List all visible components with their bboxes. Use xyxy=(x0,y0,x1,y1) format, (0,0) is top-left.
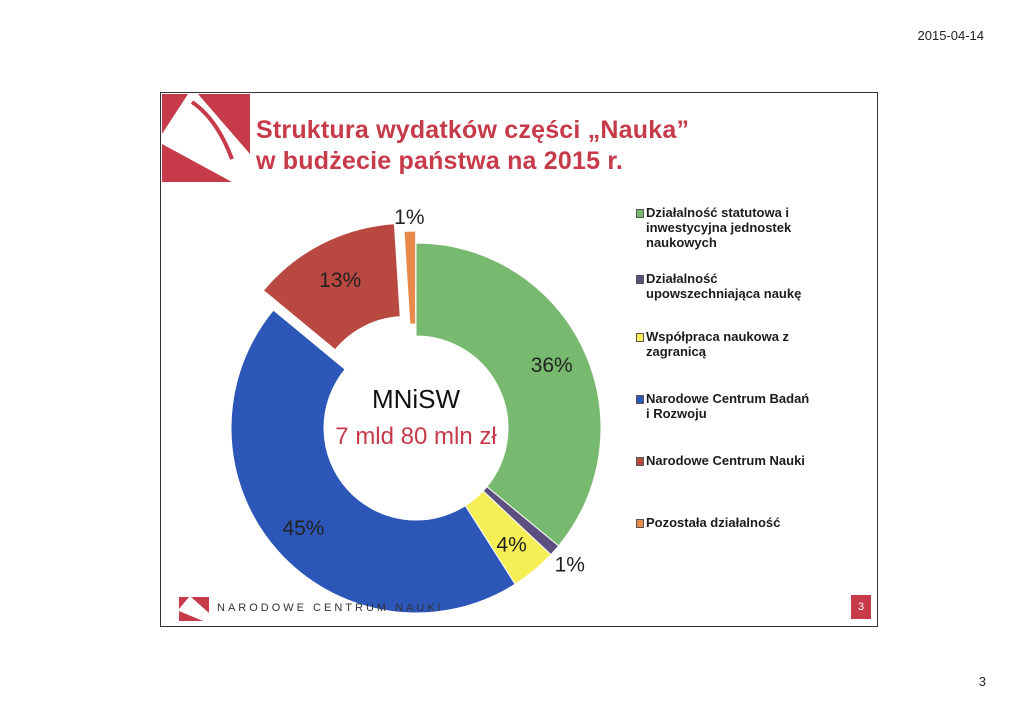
slide-number: 3 xyxy=(851,595,871,619)
legend-label: Działalność statutowa i inwestycyjna jednostek naukowych xyxy=(646,205,792,250)
legend-item xyxy=(636,329,816,359)
page-number: 3 xyxy=(978,674,986,689)
legend-item xyxy=(636,515,816,530)
legend-swatch xyxy=(636,519,644,528)
footer-logo xyxy=(179,597,209,621)
slide-title-line1: Struktura wydatków części „Nauka” xyxy=(256,116,690,144)
legend-swatch xyxy=(636,395,644,404)
legend-swatch xyxy=(636,209,644,218)
slice-label: 1% xyxy=(554,553,585,577)
slide xyxy=(160,92,878,627)
legend-item xyxy=(636,453,816,468)
legend-label: Pozostała działalność xyxy=(646,515,781,530)
slice-label: 45% xyxy=(282,517,325,541)
footer-org-name: NARODOWE CENTRUM NAUKI xyxy=(217,602,444,614)
legend-label: Narodowe Centrum Nauki xyxy=(646,453,805,468)
legend-label: Narodowe Centrum Badań i Rozwoju xyxy=(646,391,810,421)
donut-chart xyxy=(161,93,877,626)
legend-item xyxy=(636,391,816,421)
legend-swatch xyxy=(636,333,644,342)
center-value: 7 mld 80 mln zł xyxy=(335,423,497,450)
legend-label: Działalność upowszechniająca naukę xyxy=(646,271,802,301)
legend-item xyxy=(636,205,816,250)
legend-swatch xyxy=(636,275,644,284)
slice-label: 4% xyxy=(496,533,527,557)
center-label: MNiSW xyxy=(371,384,461,414)
donut-slice xyxy=(404,231,416,324)
slide-title-line2: w budżecie państwa na 2015 r. xyxy=(256,147,624,175)
legend-item xyxy=(636,271,816,301)
slice-label: 1% xyxy=(394,206,425,230)
page-date: 2015-04-14 xyxy=(917,28,984,43)
slice-label: 13% xyxy=(319,269,362,293)
slice-label: 36% xyxy=(530,354,573,378)
legend-label: Współpraca naukowa z zagranicą xyxy=(646,329,790,359)
legend-swatch xyxy=(636,457,644,466)
